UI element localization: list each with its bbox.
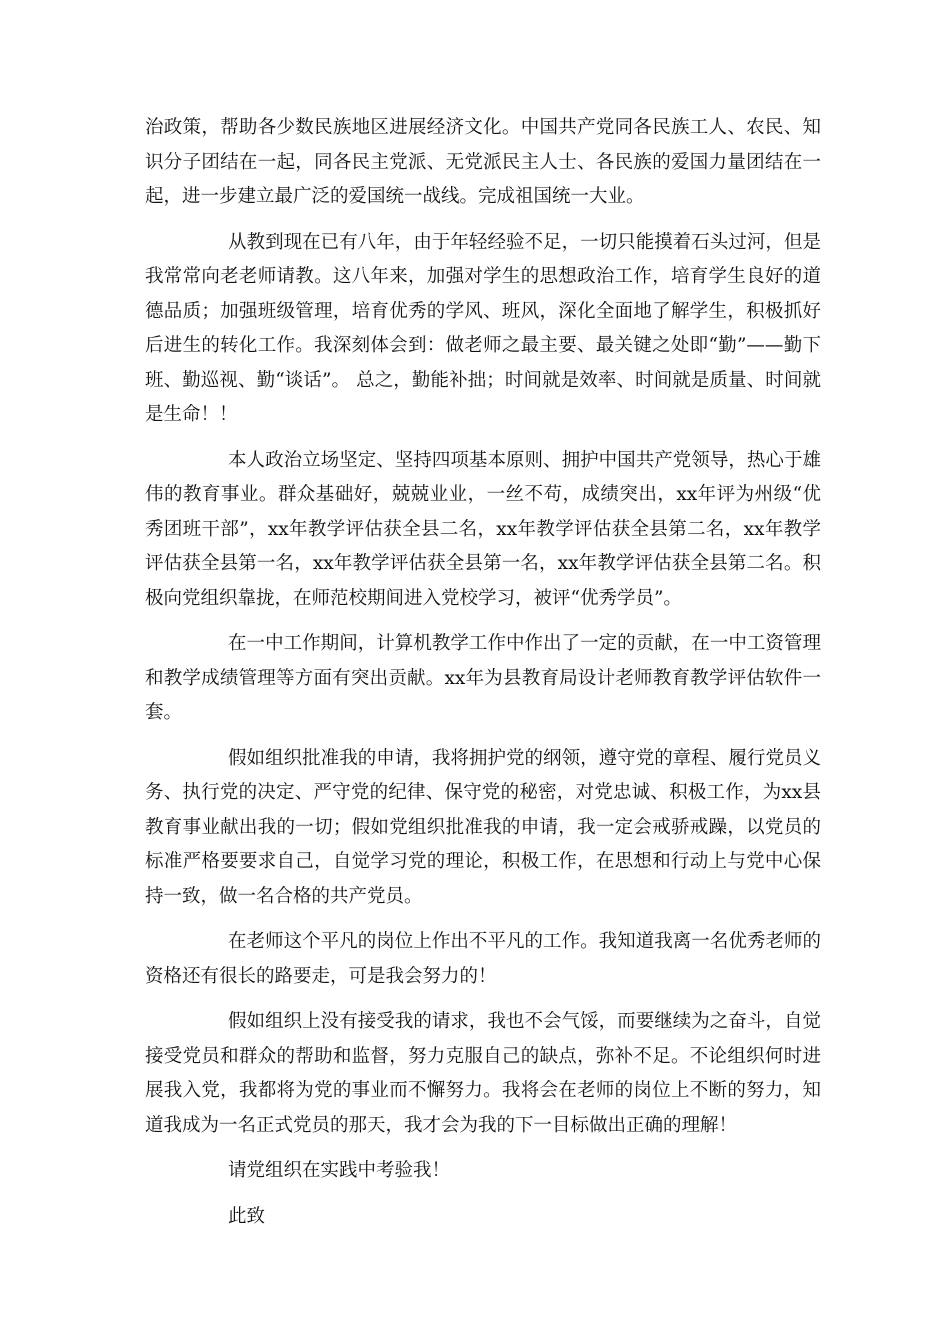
paragraph-pledge: 假如组织批准我的申请，我将拥护党的纲领，遵守党的章程、履行党员义务、执行党的决定、严守党的纪律、保守党的秘密，对党忠诚、积极工作，为xx县教育事业献出我的一切；假如党组织批准我的申请，我一定会戒骄戒躁，以党员的标准严格要要求自己，自觉学习党的理论，积极工作，在思想和行动上与党中心保持一致，做一名合格的共产党员。: [145, 747, 821, 907]
closing-request: 请党组织在实践中考验我！: [228, 1160, 451, 1181]
paragraph-continuation: 治政策，帮助各少数民族地区进展经济文化。中国共产党同各民族工人、农民、知识分子团结在一起，同各民主党派、无党派民主人士、各民族的爱国力量团结在一起，进一步建立最广泛的爱国统一战线。完成祖国统一大业。: [145, 117, 821, 207]
paragraph-perseverance: 假如组织上没有接受我的请求，我也不会气馁，而要继续为之奋斗，自觉接受党员和群众的帮助和监督，努力克服自己的缺点，弥补不足。不论组织何时进展我入党，我都将为党的事业而不懈努力。我将会在老师的岗位上不断的努力，知道我成为一名正式党员的那天，我才会为我的下一目标做出正确的理解！: [145, 1011, 821, 1136]
document-body: [145, 111, 821, 1245]
paragraph-teaching-experience: 从教到现在已有八年，由于年轻经验不足，一切只能摸着石头过河，但是我常常向老老师请教。这八年来，加强对学生的思想政治工作，培育学生良好的道德品质；加强班级管理，培育优秀的学风、班风，深化全面地了解学生，积极抓好后进生的转化工作。我深刻体会到：做老师之最主要、最关键之处即“勤”——勤下班、勤巡视、勤“谈话”。 总之，勤能补拙；时间就是效率、时间就是质量、时间就是生命！！: [145, 231, 821, 425]
paragraph-ordinary-post: 在老师这个平凡的岗位上作出不平凡的工作。我知道我离一名优秀老师的资格还有很长的路要走，可是我会努力的！: [145, 931, 821, 987]
closing-salutation: 此致: [228, 1205, 266, 1227]
paragraph-work-contribution: 在一中工作期间，计算机教学工作中作出了一定的贡献，在一中工资管理和教学成绩管理等方面有突出贡献。xx年为县教育局设计老师教育教学评估软件一套。: [145, 633, 821, 723]
paragraph-political-stance: 本人政治立场坚定、坚持四项基本原则、拥护中国共产党领导，热心于雄伟的教育事业。群众基础好，兢兢业业，一丝不苟，成绩突出，xx年评为州级“优秀团班干部”，xx年教学评估获全县二名，xx年教学评估获全县第二名，xx年教学评估获全县第一名，xx年教学评估获全县第一名，xx年教学评估获全县第二名。积极向党组织靠拢，在师范校期间进入党校学习，被评“优秀学员”。: [145, 449, 821, 609]
